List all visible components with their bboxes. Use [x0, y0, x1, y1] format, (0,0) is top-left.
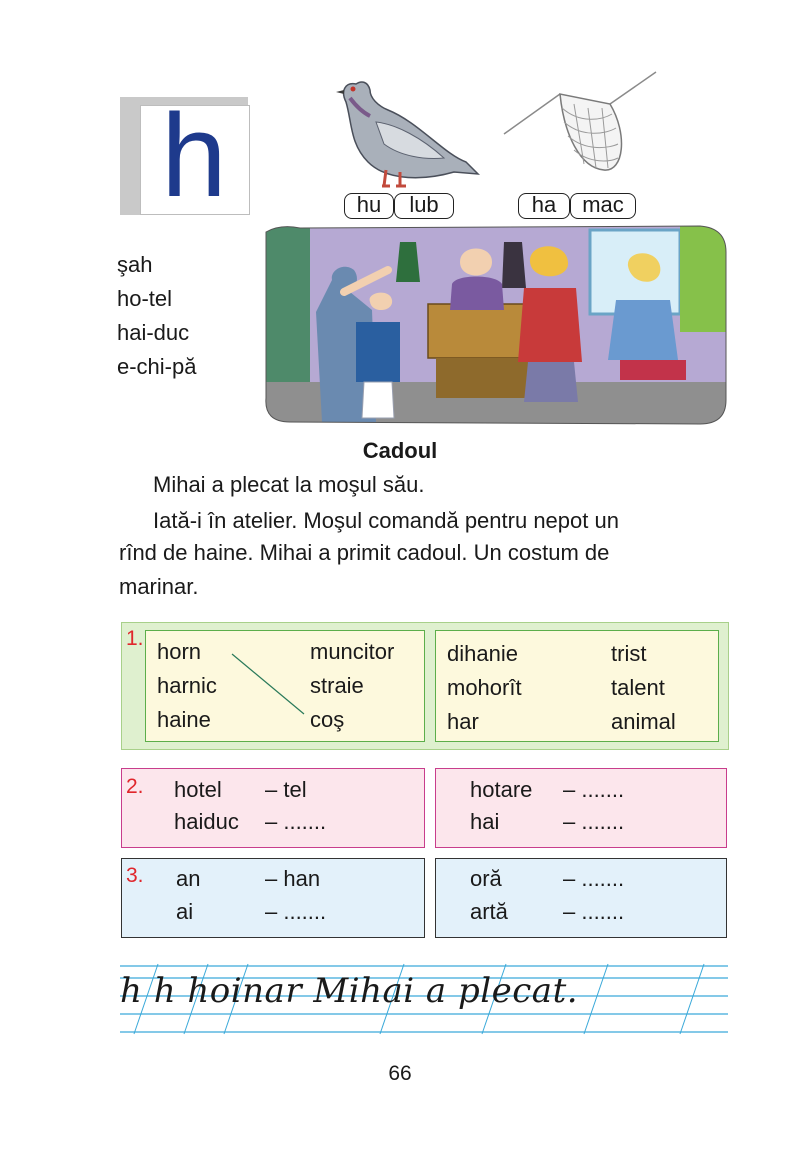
pigeon-illustration	[326, 62, 482, 192]
word-list-item: şah	[117, 252, 153, 277]
ex1-word: trist	[611, 641, 647, 666]
exercise-3-number: 3.	[126, 864, 144, 887]
atelier-scene-illustration	[260, 222, 730, 428]
ex2-answer: – tel	[265, 777, 307, 802]
matching-line	[230, 652, 310, 718]
ex1-word: muncitor	[310, 639, 395, 664]
syllable-lub: lub	[394, 193, 454, 219]
ex3-answer: – .......	[563, 899, 625, 924]
ex2-word: hotel	[174, 777, 222, 802]
ex1-word: harnic	[157, 673, 217, 698]
syllable-ha: ha	[518, 193, 570, 219]
page-number: 66	[388, 1062, 412, 1085]
ex3-word: oră	[470, 866, 502, 891]
ex1-word: animal	[611, 709, 676, 734]
ex1-word: straie	[310, 673, 364, 698]
letter-glyph: h	[161, 90, 227, 222]
ex2-word: hotare	[470, 777, 533, 802]
story-line: Iată-i în atelier. Moşul comandă pentru nepot un	[153, 508, 619, 533]
story-line: Mihai a plecat la moşul său.	[153, 472, 425, 497]
ex1-word: dihanie	[447, 641, 518, 666]
ex1-word: talent	[611, 675, 665, 700]
ex2-word: hai	[470, 809, 500, 834]
ex1-word: coş	[310, 707, 345, 732]
word-list-item: e-chi-pă	[117, 354, 197, 379]
hammock-illustration	[500, 64, 660, 184]
handwriting-sample: h h hoinar Mihai a plecat.	[120, 971, 579, 1011]
syllable-mac: mac	[570, 193, 636, 219]
ex3-word: an	[176, 866, 201, 891]
ex1-word: har	[447, 709, 479, 734]
exercise-1-number: 1.	[126, 627, 144, 650]
exercise-2-number: 2.	[126, 775, 144, 798]
story-line: rînd de haine. Mihai a primit cadoul. Un costum de	[119, 540, 610, 565]
ex3-answer: – .......	[265, 899, 327, 924]
ex3-answer: – .......	[563, 866, 625, 891]
ex1-word: mohorît	[447, 675, 522, 700]
letter-block	[120, 90, 258, 222]
story-title: Cadoul	[362, 438, 438, 463]
ex2-answer: – .......	[563, 809, 625, 834]
ex1-word: horn	[157, 639, 202, 664]
word-list-item: ho-tel	[117, 286, 173, 311]
ex2-answer: – .......	[563, 777, 625, 802]
ex3-answer: – han	[265, 866, 321, 891]
ex1-word: haine	[157, 707, 211, 732]
ex2-answer: – .......	[265, 809, 327, 834]
ex2-word: haiduc	[174, 809, 239, 834]
ex3-word: artă	[470, 899, 508, 924]
ex3-word: ai	[176, 899, 194, 924]
syllable-hu: hu	[344, 193, 394, 219]
word-list-item: hai-duc	[117, 320, 190, 345]
story-line: marinar.	[119, 574, 199, 599]
